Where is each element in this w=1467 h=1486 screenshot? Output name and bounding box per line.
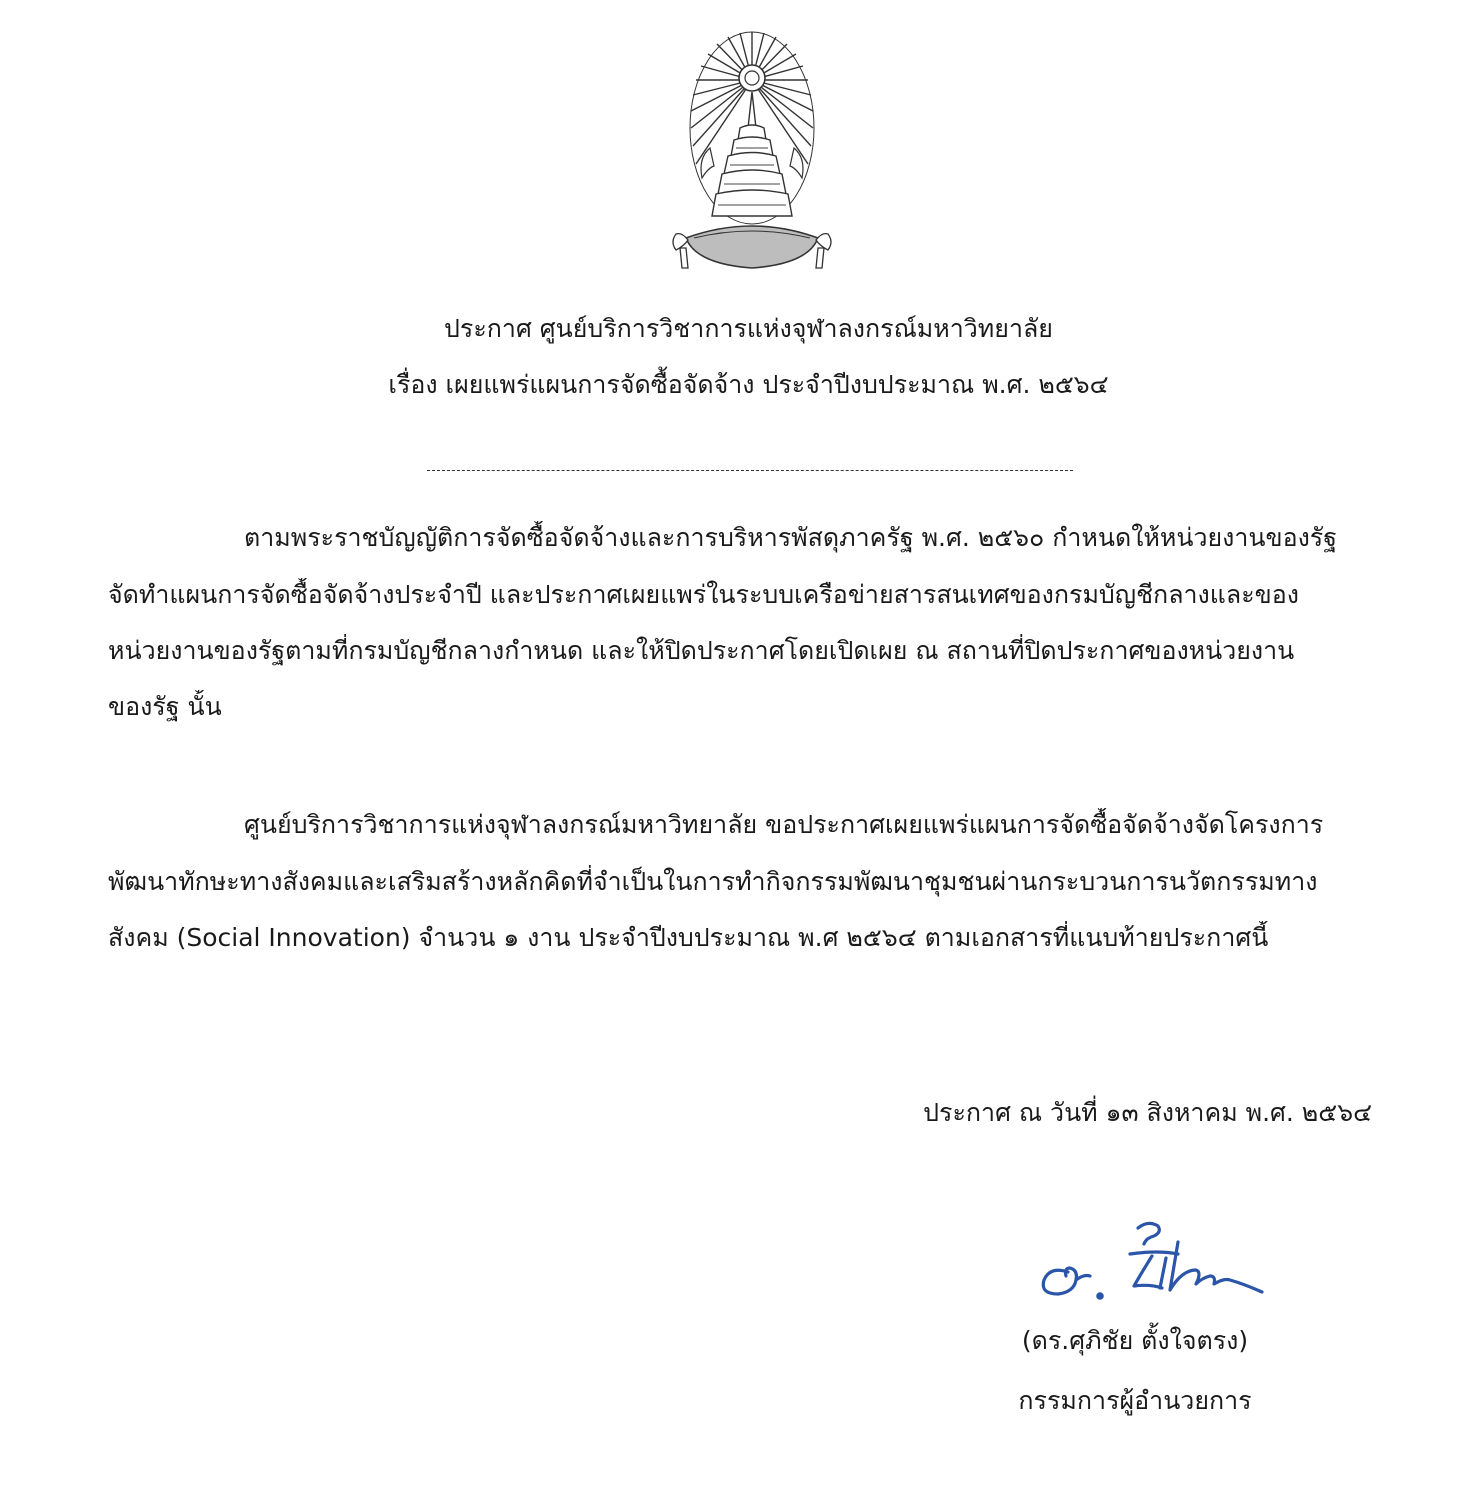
paragraph-2-line: สังคม (Social Innovation) จำนวน ๑ งาน ประจำปีงบประมาณ พ.ศ ๒๕๖๔ ตามเอกสารที่แนบท้ายประกาศนี้ bbox=[108, 923, 1269, 952]
handwritten-signature bbox=[1030, 1214, 1280, 1314]
announcement-date: ประกาศ ณ วันที่ ๑๓ สิงหาคม พ.ศ. ๒๕๖๔ bbox=[923, 1098, 1372, 1127]
phra-kiao-emblem-icon bbox=[668, 28, 836, 278]
signatory-title: กรรมการผู้อำนวยการ bbox=[1018, 1386, 1252, 1415]
paragraph-2-line: ศูนย์บริการวิชาการแห่งจุฬาลงกรณ์มหาวิทยาลัย ขอประกาศเผยแพร่แผนการจัดซื้อจัดจ้างจัดโครงการ bbox=[244, 810, 1324, 839]
paragraph-1-line: ตามพระราชบัญญัติการจัดซื้อจัดจ้างและการบริหารพัสดุภาครัฐ พ.ศ. ๒๕๖๐ กำหนดให้หน่วยงานของรัฐ bbox=[244, 523, 1338, 552]
paragraph-2-line: พัฒนาทักษะทางสังคมและเสริมสร้างหลักคิดที่จำเป็นในการทำกิจกรรมพัฒนาชุมชนผ่านกระบวนการนวัตกรรมทาง bbox=[108, 867, 1318, 896]
announcement-title: ประกาศ ศูนย์บริการวิชาการแห่งจุฬาลงกรณ์มหาวิทยาลัย bbox=[444, 314, 1053, 343]
paragraph-1-line: จัดทำแผนการจัดซื้อจัดจ้างประจำปี และประกาศเผยแพร่ในระบบเครือข่ายสารสนเทศของกรมบัญชีกลางและของ bbox=[108, 580, 1299, 609]
paragraph-1-line: ของรัฐ นั้น bbox=[108, 692, 222, 721]
signatory-name: (ดร.ศุภิชัย ตั้งใจตรง) bbox=[1021, 1326, 1249, 1355]
announcement-subject: เรื่อง เผยแพร่แผนการจัดซื้อจัดจ้าง ประจำปีงบประมาณ พ.ศ. ๒๕๖๔ bbox=[388, 370, 1109, 399]
paragraph-1-line: หน่วยงานของรัฐตามที่กรมบัญชีกลางกำหนด และให้ปิดประกาศโดยเปิดเผย ณ สถานที่ปิดประกาศของหน่วยงาน bbox=[108, 636, 1295, 665]
dashed-divider bbox=[427, 470, 1073, 471]
